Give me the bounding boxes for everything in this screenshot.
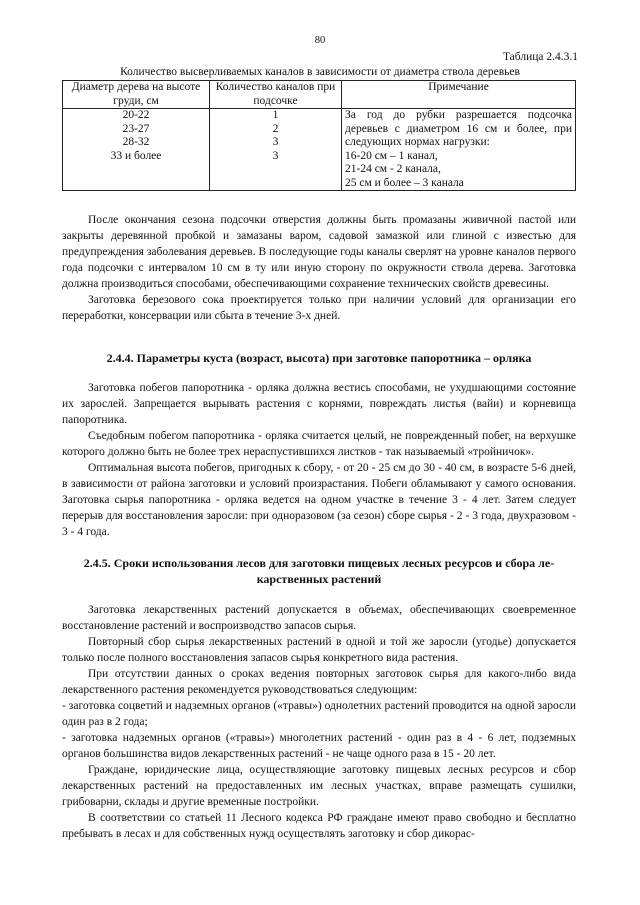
channels-cell: [210, 109, 342, 191]
diameter-cell: [63, 109, 210, 191]
header-note: Примечание: [342, 81, 576, 109]
paragraph: Съедобным побегом папоротника - орляка считается целый, не поврежденный побег, на верхушке которого должно быть не более трех нераспустившихся листков - так называемый «тройничок».: [62, 430, 576, 458]
table-caption: Количество высверливаемых каналов в зависимости от диаметра ствола деревьев: [120, 66, 520, 78]
paragraph: Заготовка побегов папоротника - орляка должна вестись способами, не ухудшающими состояние их зарослей. Запрещается вырывать растения с корнями, повреждать листья (вайи) и корневища папоротника.: [62, 382, 576, 426]
section-245-body: [62, 602, 576, 842]
table-row: [63, 109, 576, 191]
section-heading-line: карственных растений: [256, 572, 382, 586]
channels-table: [62, 80, 576, 191]
note-line: 25 см и более – 3 канала: [345, 176, 464, 189]
paragraph: В соответствии со статьей 11 Лесного кодекса РФ граждане имеют право свободно и бесплатно пребывать в лесах и для собственных нужд осуществлять заготовку и сбор дикорас-: [62, 812, 576, 840]
paragraph: Оптимальная высота побегов, пригодных к сбору, - от 20 - 25 см до 30 - 40 см, в возрасте 5-6 дней, в зависимости от района заготовки и условий произрастания. Побеги обламывают у самого основания. Заготовка сырья папоротника - орляка ведется на одном участке в течение 3 - 4 лет. Затем следует перерыв для восстановления заросли: при одноразовом (за сезон) сборе сырья - 2 - 3 года, двухразовом - 3 - 4 года.: [62, 462, 576, 538]
section-244-heading-block: [62, 350, 576, 366]
paragraph: После окончания сезона подсочки отверстия должны быть промазаны живичной пастой или закрыты деревянной пробкой и замазаны варом, садовой замазкой или глиной с известью для предупреждения заболевания деревьев. В последующие годы каналы сверлят на уровне каналов первого года подсочки с интервалом 10 см в ту или иную сторону по окружности ствола дерева. Заготовка должна производиться способами, обеспечивающими сохранение технических свойств древесины.: [62, 214, 576, 290]
list-item: - заготовка надземных органов («травы») многолетних растений - один раз в 4 - 6 лет, подземных органов большинства видов лекарственных растений - не чаще одного раза в 15 - 20 лет.: [62, 732, 576, 760]
paragraph: Заготовка лекарственных растений допускается в объемах, обеспечивающих своевременное восстановление растений и воспроизводство запасов сырья.: [62, 604, 576, 632]
diameter-value: 28-32: [122, 136, 150, 148]
diameter-value: 33 и более: [110, 149, 162, 162]
paragraph: При отсутствии данных о сроках ведения повторных заготовок сырья для какого-либо вида лекарственного растения рекомендуется руководствоваться следующим:: [62, 668, 576, 696]
page-number: 80: [314, 35, 326, 46]
channels-value: 3: [272, 136, 279, 148]
section-245-heading-block: [62, 555, 576, 587]
paragraph: Повторный сбор сырья лекарственных растений в одной и той же заросли (угодье) допускается только после полного восстановления запасов сырья конкретного вида растения.: [62, 636, 576, 664]
paragraph: Граждане, юридические лица, осуществляющие заготовку пищевых лесных ресурсов и сбор лекарственных растений на предоставленных им лесных участках, вправе размещать сушилки, грибоварни, склады и другие временные постройки.: [62, 764, 576, 808]
section-heading: 2.4.4. Параметры куста (возраст, высота) при заготовке папоротника – орляка: [106, 351, 532, 365]
header-channels: Количество каналов при подсочке: [210, 81, 342, 109]
table-label: Таблица 2.4.3.1: [502, 51, 578, 63]
diameter-value: 23-27: [122, 122, 150, 135]
table-header-row: [63, 81, 576, 109]
note-line: 16-20 см – 1 канал,: [345, 149, 438, 162]
channels-value: 1: [272, 109, 279, 121]
intro-block: [62, 212, 576, 324]
note-cell: [342, 109, 576, 191]
header-diameter: Диаметр дерева на высоте груди, см: [63, 81, 210, 109]
paragraph: Заготовка березового сока проектируется только при наличии условий для организации его переработки, консервации или сбыта в течение 3-х дней.: [62, 294, 576, 322]
channels-value: 3: [272, 149, 279, 162]
diameter-value: 20-22: [122, 109, 150, 121]
channels-value: 2: [272, 122, 279, 135]
section-244-body: [62, 380, 576, 540]
note-line: 21-24 см - 2 канала,: [345, 163, 441, 175]
note-text: За год до рубки разрешается подсочка деревьев с диаметром 16 см и более, при следующих нормах нагрузки:: [345, 109, 572, 148]
list-item: - заготовка соцветий и надземных органов («травы») однолетних растений проводится на одной заросли один раз в 2 года;: [62, 700, 576, 728]
section-heading-line: 2.4.5. Сроки использования лесов для заготовки пищевых лесных ресурсов и сбора ле-: [83, 556, 555, 570]
